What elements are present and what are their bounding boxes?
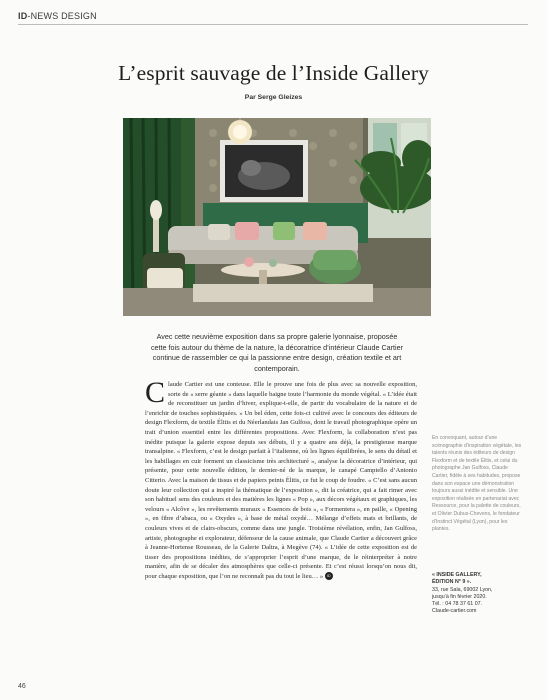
showroom-illustration <box>123 118 431 316</box>
contact-dates: jusqu’à fin février 2020. <box>432 593 487 600</box>
article-title: L’esprit sauvage de l’Inside Gallery <box>118 61 429 85</box>
end-mark-icon: ID <box>325 572 333 580</box>
section-label-prefix: ID <box>18 11 28 21</box>
contact-name: « INSIDE GALLERY, <box>432 572 482 578</box>
article-body <box>145 376 417 581</box>
side-note: En convoquant, autour d’une scénographie d’inspiration végétale, les talents réunis des éditeurs de design Flexform et de textile Élitis, et celui du photographe Jan Gulfoss, Claude Cartier, fidèle à ses habitudes, propose dans son espace une démonstration toujours aussi inédite et sensible. Une exposition réalisée en partenariat avec Ressource, pour la palette de couleurs, et Olivier Dubus-Chevens, le fondateur d’Instinct Végétal (Lyon), pour les plantes. <box>432 435 522 533</box>
article-byline: Par Serge Gleizes <box>244 94 303 101</box>
body-text: laude Cartier est une conteuse. Elle le prouve une fois de plus avec sa nouvelle exposition, sorte de « serre géante » dans laquelle baigne toute l’harmonie du monde végétal. « L’idée était de reconstituer un jardin d’hiver, explique-t-elle, de partir du vocabulaire de la nature et de l’enrichir de touches sophistiquées. » Un bel éden, cette fois-ci cultivé avec le concours des éditeurs de design Flexform, de textile Élitis et du Néerlandais Jan Gulfoss, dont le travail photographique opère un trait d’union essentiel entre les différentes propositions. Avec Flexform, la collaboration n’est pas inédite puisque la galerie expose depuis ses débuts, il y a quatre ans déjà, la prestigieuse marque transalpine. « Flexform, c’est le design parfait à l’italienne, où les lignes équilibrées, le sens du détail et les habillages en cuir forment un classicisme très architecturé », analyse la décoratrice d’intérieur, qui présente, pour cette nouvelle édition, le dernier-né de la marque, le canapé Campiello d’Antonio Citterio. Avec la maison de tissus et de papiers peints Élitis, ce fut le coup de foudre. « C’est sans aucun doute leur collection qui a inspiré la thématique de l’exposition », dit la créatrice, qui a fait rimer avec son habituel sens des couleurs et des matières les lignes « Pop », aux décors végétaux et graphiques, les velours « Alcôve », les revêtements muraux « Essences de bois », « Formentera », en paille, « Opening », en fibre d’abaca, ou « Oxydes », à base de métal oxydé… Mélange d’effets mats et brillants, de couleurs vives et de clairs-obscurs, comme dans une jungle. Troisième révélation, enfin, Jan Gulfoss, artiste, photographe et explorateur, défenseur de la cause animale, que Claude Cartier a découvert grâce à Jeanne-Hortense Rousseau, de la Galerie Daltra, à Megève (74). « L’idée de cette exposition est de tisser des propositions inédites, de s’approprier l’esprit d’une marque, de le réinterpréter à notre manière, afin de se décaler des atmosphères que celle-ci présente. Et c’est réussi lorsqu’on nous dit, pour chaque exposition, que l’on ne reconnaît pas du tout le lieu… » <box>145 381 417 580</box>
section-label <box>18 11 97 21</box>
contact-info <box>432 572 527 616</box>
contact-edition: ÉDITION N° 9 ». <box>432 579 472 586</box>
showroom-photo <box>123 118 431 316</box>
article-intro: Avec cette neuvième exposition dans sa propre galerie lyonnaise, proposée cette fois autour du thème de la nature, la décoratrice d’intérieur Claude Cartier continue de rassembler ce qui la passionne entre design, création textile et art contemporain. <box>150 332 404 373</box>
page-number: 46 <box>18 683 26 690</box>
contact-phone: Tél. : 04 78 37 61 07. <box>432 601 483 608</box>
contact-website: Claude-cartier.com <box>432 608 477 615</box>
header-rule <box>18 24 528 25</box>
section-label-rest: -NEWS DESIGN <box>27 11 97 21</box>
drop-cap: C <box>145 376 166 409</box>
contact-address: 33, rue Sala, 69002 Lyon, <box>432 586 493 593</box>
